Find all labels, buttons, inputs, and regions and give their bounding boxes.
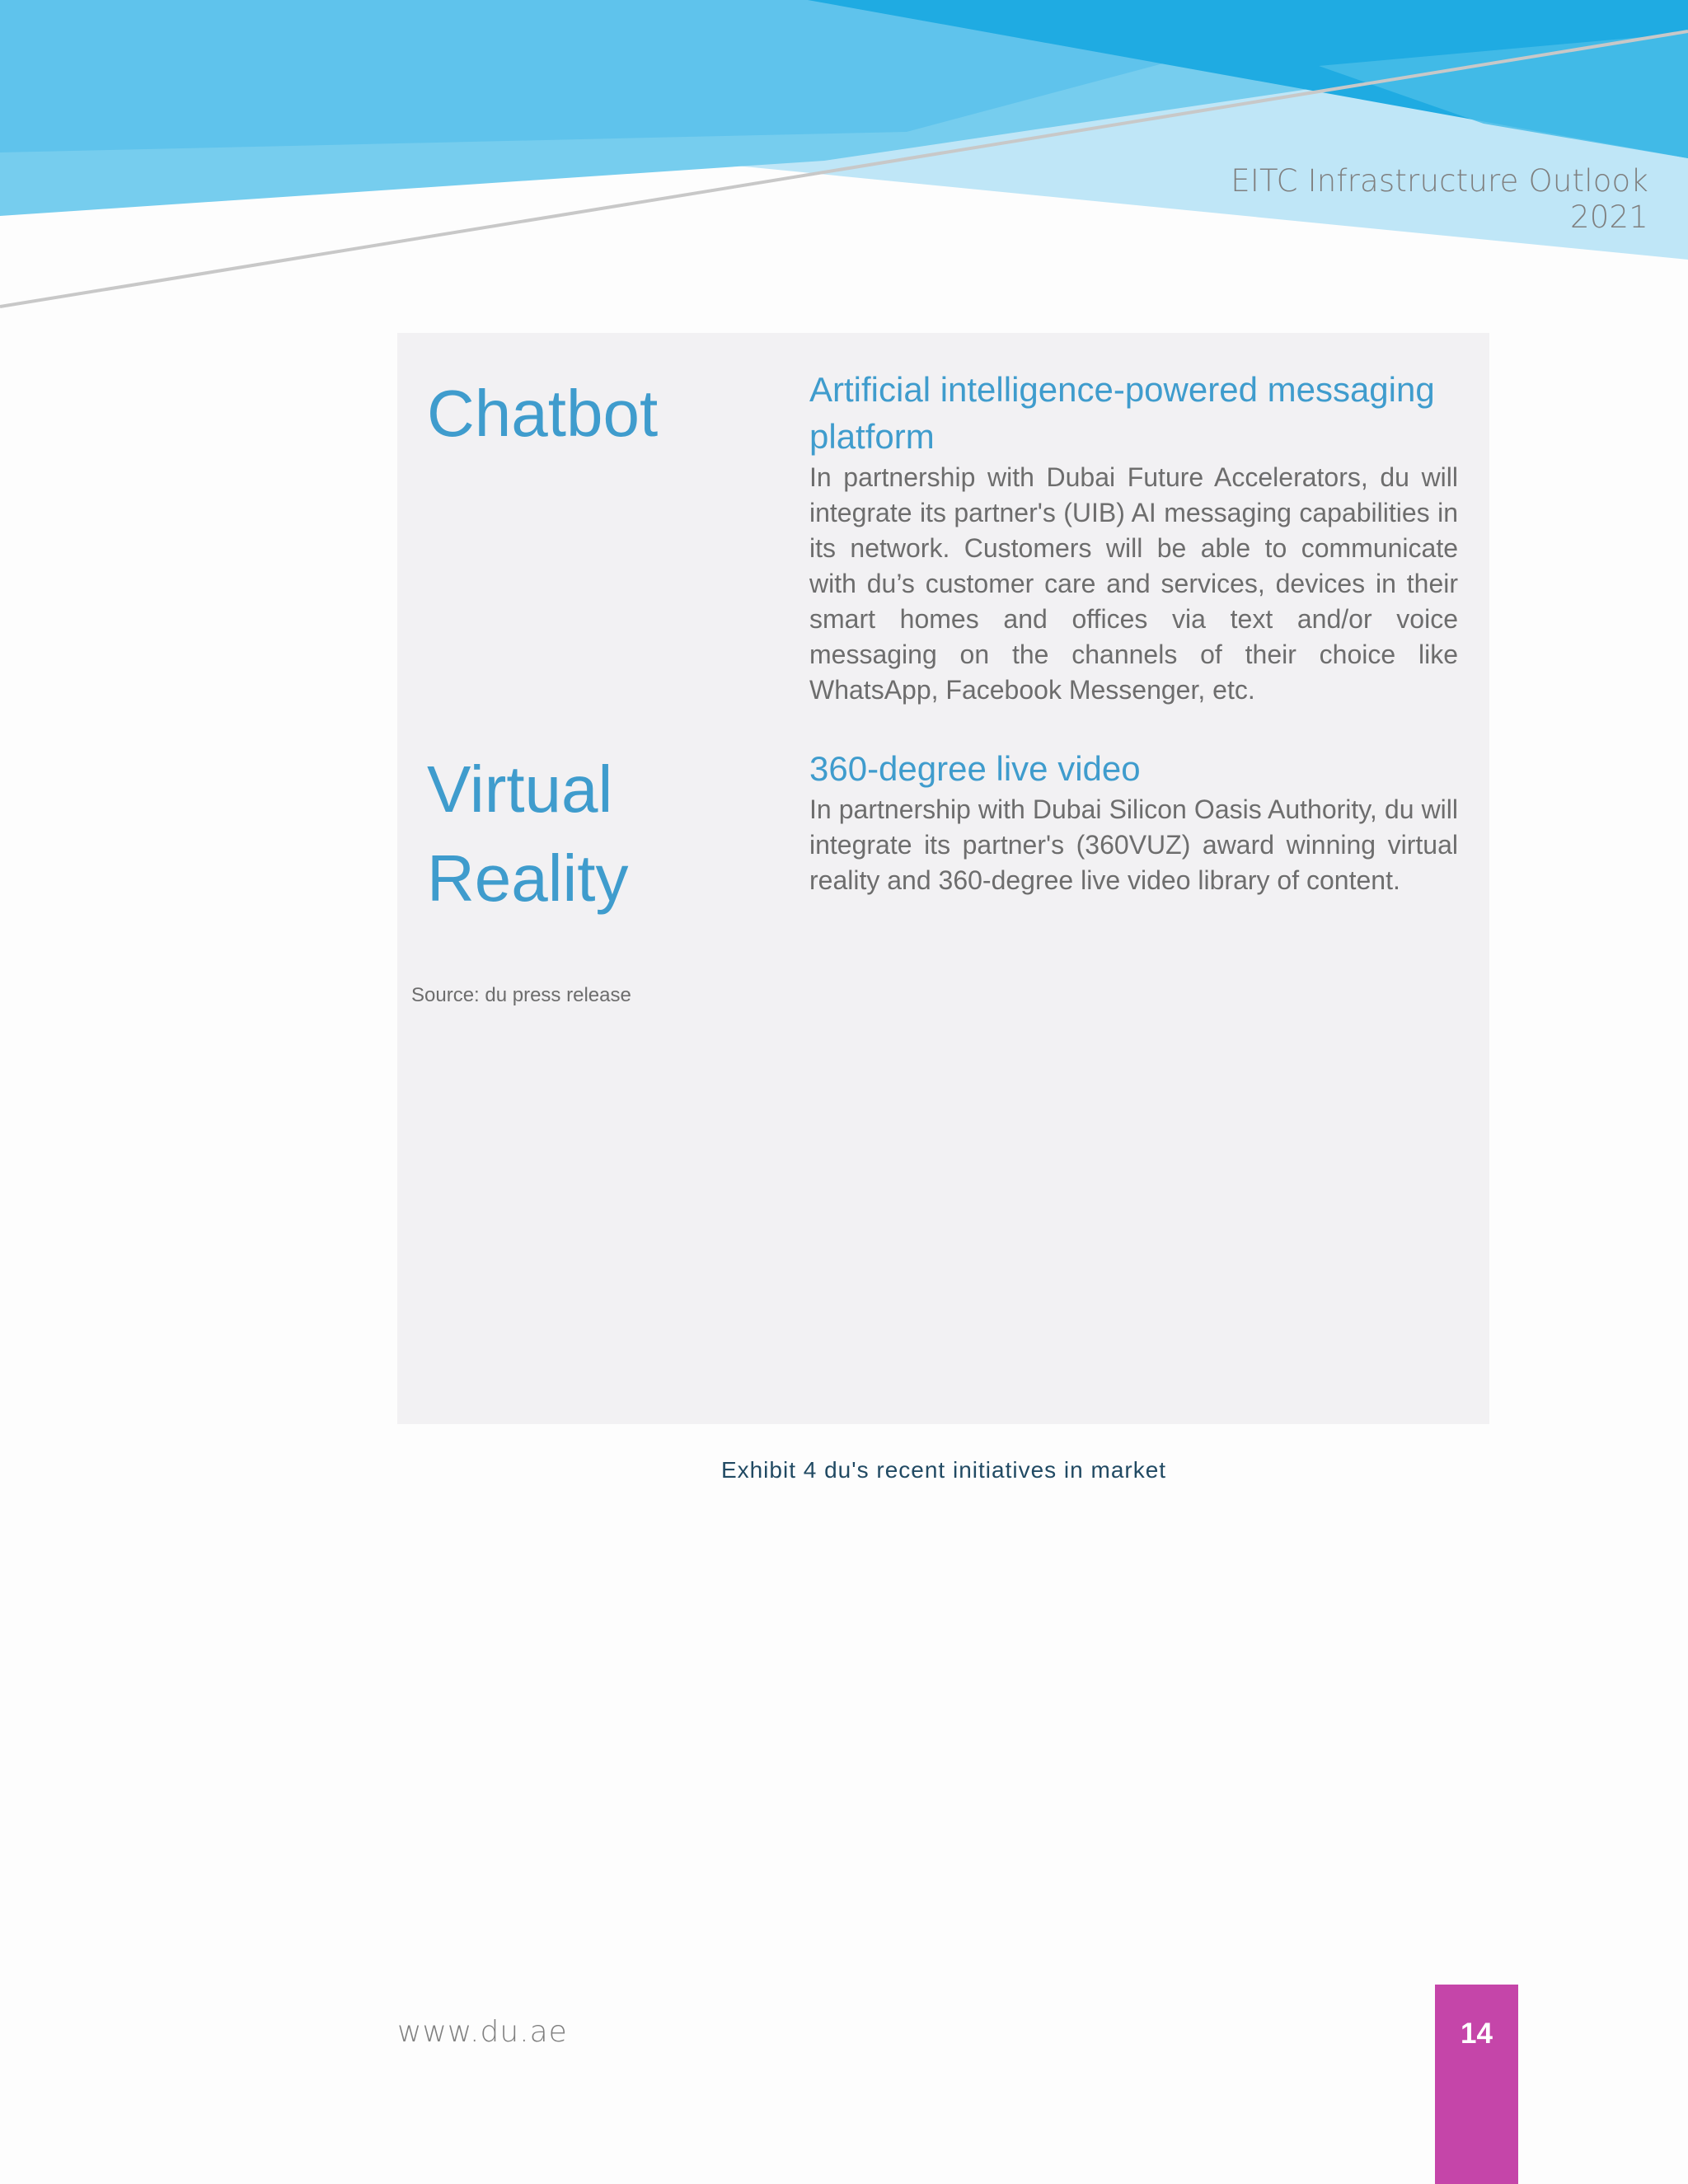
footer-website-link[interactable]: www.du.ae (397, 2015, 568, 2049)
page-number-badge (1435, 1985, 1518, 2184)
report-title-year: 2021 (1570, 199, 1648, 235)
report-title-line1: EITC Infrastructure Outlook (1231, 163, 1648, 199)
initiative-description (809, 366, 1458, 708)
initiative-body: In partnership with Dubai Future Accelerators, du will integrate its partner's (UIB) AI messaging capabilities in its network. Customers will be able to communicate with du’s customer care and services, devices in their smart homes and offices via text and/or voice messaging on the channels of their choice like WhatsApp, Facebook Messenger, etc. (809, 462, 1458, 705)
initiative-heading: 360-degree live video (809, 749, 1141, 788)
initiative-name-line2: Reality (427, 841, 629, 915)
initiative-body: In partnership with Dubai Silicon Oasis Authority, du will integrate its partner's (360VUZ) award winning virtual reality and 360-degree live video library of content. (809, 794, 1458, 895)
initiative-description (809, 745, 1458, 898)
initiative-heading: Artificial intelligence-powered messaging platform (809, 370, 1435, 456)
page-number: 14 (1461, 2018, 1493, 2050)
source-note: Source: du press release (411, 984, 631, 1006)
header-banner-graphic (0, 0, 1688, 321)
exhibit-panel (397, 333, 1489, 1424)
initiative-name-line1: Virtual (427, 752, 613, 826)
exhibit-caption: Exhibit 4 du's recent initiatives in market (720, 1457, 1167, 1483)
initiative-name (427, 745, 773, 923)
report-title (1231, 163, 1648, 236)
initiative-name: Chatbot (427, 377, 659, 450)
